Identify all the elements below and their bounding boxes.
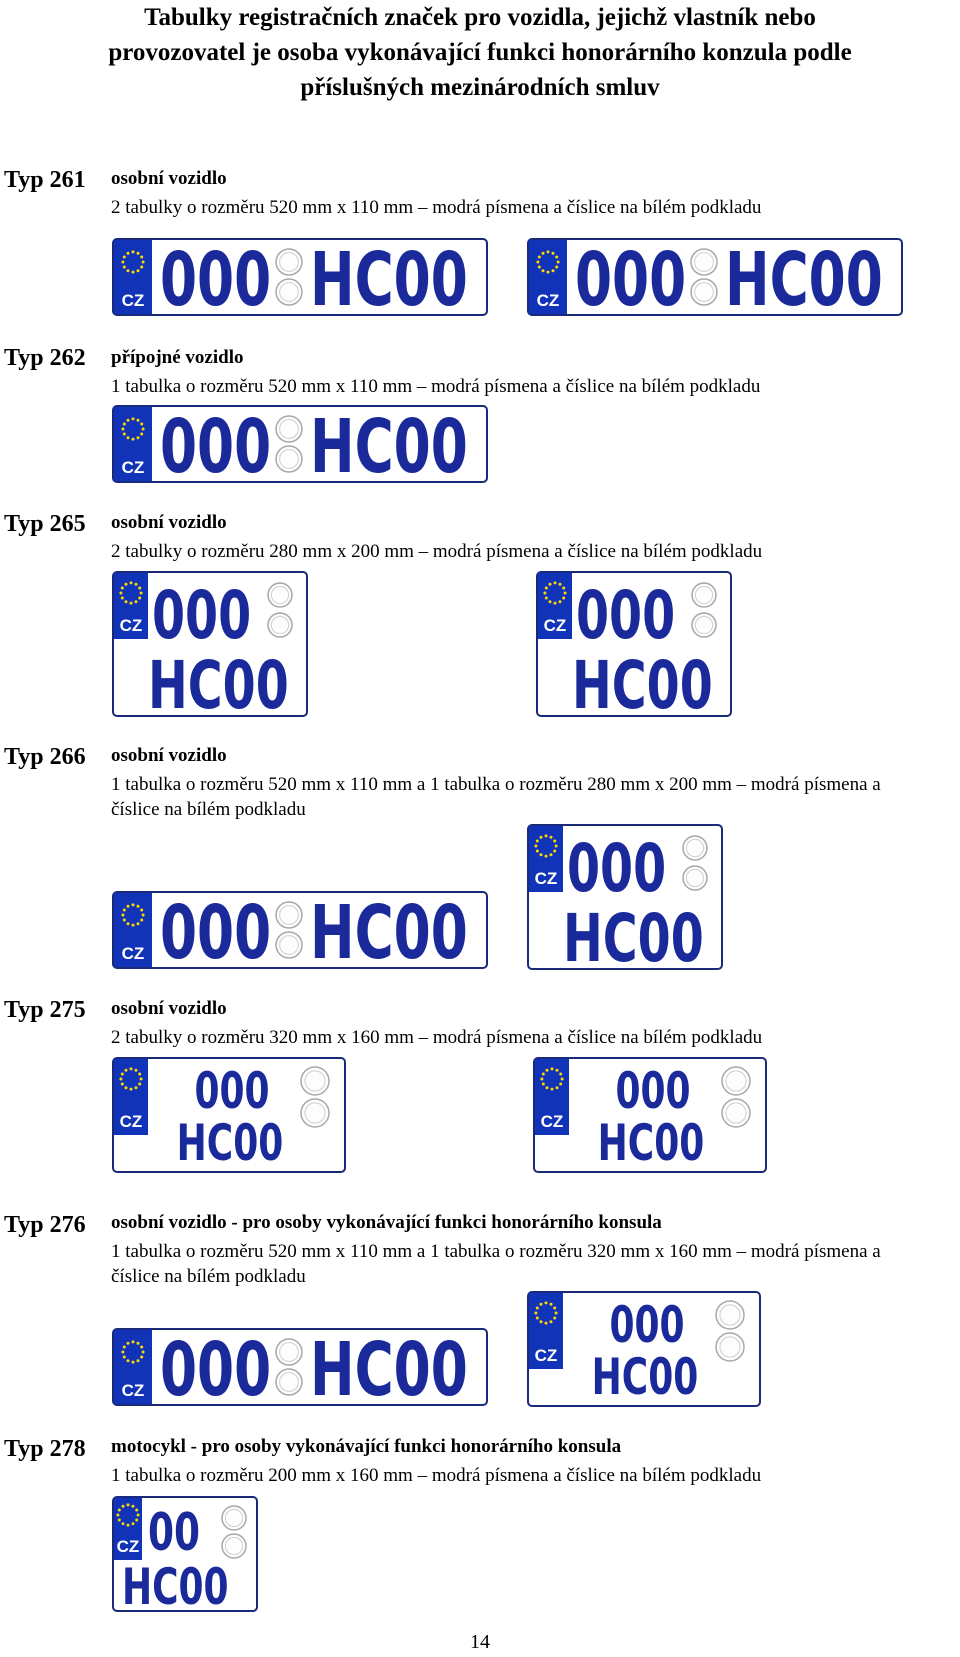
plate-digits: 000 [575, 238, 687, 316]
plate-suffix: HC00 [572, 647, 713, 717]
plate-suffix: HC00 [310, 1328, 468, 1406]
plate-digits: 000 [160, 238, 272, 316]
section-heading-265: osobní vozidlo [111, 512, 227, 533]
stamp-bottom-icon [301, 1099, 329, 1127]
stamp-top-icon [301, 1067, 329, 1095]
stamp-bottom-icon [716, 1333, 744, 1361]
plate-suffix: HC00 [122, 1559, 229, 1612]
plate-suffix: HC00 [310, 891, 468, 969]
section-desc-265: 2 tabulky o rozměru 280 mm x 200 mm – modrá písmena a číslice na bílém podkladu [111, 541, 763, 562]
plate-261-rear [527, 238, 903, 316]
plate-262 [112, 405, 488, 483]
plate-suffix: HC00 [597, 1115, 705, 1173]
plate-digits: 000 [609, 1297, 685, 1355]
section-type-262: Typ 262 [4, 345, 86, 371]
stamp-bottom-icon [276, 279, 302, 305]
country-code: CZ [121, 1381, 145, 1400]
plate-digits: 000 [152, 577, 252, 655]
country-code: CZ [121, 458, 145, 477]
stamp-top-icon [692, 583, 716, 607]
plate-digits: 000 [160, 1328, 272, 1406]
plate-digits: 000 [576, 577, 676, 655]
plate-svg [112, 891, 488, 969]
plate-svg [533, 1057, 767, 1173]
title-line-2: provozovatel je osoba vykonávající funkci honorárního konzula podle [108, 39, 852, 66]
section-desc-261: 2 tabulky o rozměru 520 mm x 110 mm – modrá písmena a číslice na bílém podkladu [111, 197, 762, 218]
plate-266-square [527, 824, 723, 970]
title-line-1: Tabulky registračních značek pro vozidla, jejichž vlastník nebo [144, 4, 816, 31]
stamp-top-icon [222, 1506, 246, 1530]
plate-265-rear [536, 571, 732, 717]
stamp-top-icon [276, 416, 302, 442]
plate-svg [112, 1328, 488, 1406]
stamp-bottom-icon [276, 446, 302, 472]
plate-svg [112, 1496, 258, 1612]
plate-svg [112, 571, 308, 717]
plate-261-front [112, 238, 488, 316]
section-type-276: Typ 276 [4, 1212, 86, 1238]
country-code: CZ [121, 291, 145, 310]
country-code: CZ [116, 1537, 140, 1556]
country-code: CZ [534, 1346, 558, 1365]
plate-digits: 00 [148, 1501, 201, 1563]
section-heading-275: osobní vozidlo [111, 998, 227, 1019]
stamp-bottom-icon [691, 279, 717, 305]
section-type-275: Typ 275 [4, 997, 86, 1023]
document-title [0, 0, 960, 105]
plate-svg [536, 571, 732, 717]
section-heading-261: osobní vozidlo [111, 168, 227, 189]
stamp-top-icon [683, 836, 707, 860]
plate-suffix: HC00 [725, 238, 883, 316]
stamp-top-icon [276, 902, 302, 928]
section-heading-266: osobní vozidlo [111, 745, 227, 766]
stamp-top-icon [276, 249, 302, 275]
plate-275-rear [533, 1057, 767, 1173]
plate-digits: 000 [615, 1063, 691, 1121]
plate-suffix: HC00 [310, 405, 468, 483]
section-type-278: Typ 278 [4, 1436, 86, 1462]
country-code: CZ [534, 869, 558, 888]
stamp-bottom-icon [276, 1369, 302, 1395]
plate-suffix: HC00 [591, 1349, 699, 1407]
stamp-top-icon [276, 1339, 302, 1365]
section-type-261: Typ 261 [4, 167, 86, 193]
plate-digits: 000 [567, 830, 667, 908]
country-code: CZ [119, 1112, 143, 1131]
plate-275-front [112, 1057, 346, 1173]
plate-svg [112, 405, 488, 483]
plate-278-moto [112, 1496, 258, 1612]
plate-suffix: HC00 [148, 647, 289, 717]
stamp-bottom-icon [683, 866, 707, 890]
stamp-bottom-icon [222, 1534, 246, 1558]
stamp-bottom-icon [268, 613, 292, 637]
section-heading-278: motocykl - pro osoby vykonávající funkci honorárního konsula [111, 1436, 622, 1457]
section-heading-262: přípojné vozidlo [111, 347, 244, 368]
stamp-bottom-icon [692, 613, 716, 637]
stamp-top-icon [716, 1301, 744, 1329]
plate-266-long [112, 891, 488, 969]
plate-276-mid [527, 1291, 761, 1407]
section-desc-275: 2 tabulky o rozměru 320 mm x 160 mm – modrá písmena a číslice na bílém podkladu [111, 1027, 763, 1048]
plate-suffix: HC00 [176, 1115, 284, 1173]
country-code: CZ [536, 291, 560, 310]
stamp-bottom-icon [722, 1099, 750, 1127]
plate-svg [112, 238, 488, 316]
plate-svg [527, 238, 903, 316]
plate-svg [112, 1057, 346, 1173]
section-desc-276: 1 tabulka o rozměru 520 mm x 110 mm a 1 tabulka o rozměru 320 mm x 160 mm – modrá písmena a číslice na bílém podkladu [111, 1241, 881, 1287]
stamp-bottom-icon [276, 932, 302, 958]
plate-digits: 000 [160, 891, 272, 969]
plate-svg [527, 824, 723, 970]
country-code: CZ [543, 616, 567, 635]
section-type-266: Typ 266 [4, 744, 86, 770]
stamp-top-icon [722, 1067, 750, 1095]
section-heading-276: osobní vozidlo - pro osoby vykonávající funkci honorárního konsula [111, 1212, 662, 1233]
stamp-top-icon [268, 583, 292, 607]
plate-digits: 000 [160, 405, 272, 483]
plate-svg [527, 1291, 761, 1407]
plate-digits: 000 [194, 1063, 270, 1121]
plate-265-front [112, 571, 308, 717]
section-desc-278: 1 tabulka o rozměru 200 mm x 160 mm – modrá písmena a číslice na bílém podkladu [111, 1465, 762, 1486]
plate-suffix: HC00 [310, 238, 468, 316]
plate-276-long [112, 1328, 488, 1406]
country-code: CZ [119, 616, 143, 635]
country-code: CZ [540, 1112, 564, 1131]
section-desc-262: 1 tabulka o rozměru 520 mm x 110 mm – modrá písmena a číslice na bílém podkladu [111, 376, 761, 397]
section-desc-266: 1 tabulka o rozměru 520 mm x 110 mm a 1 tabulka o rozměru 280 mm x 200 mm – modrá písmena a číslice na bílém podkladu [111, 774, 881, 820]
title-line-3: příslušných mezinárodních smluv [300, 74, 660, 101]
section-type-265: Typ 265 [4, 511, 86, 537]
page-number: 14 [470, 1631, 490, 1653]
plate-suffix: HC00 [563, 900, 704, 970]
stamp-top-icon [691, 249, 717, 275]
country-code: CZ [121, 944, 145, 963]
